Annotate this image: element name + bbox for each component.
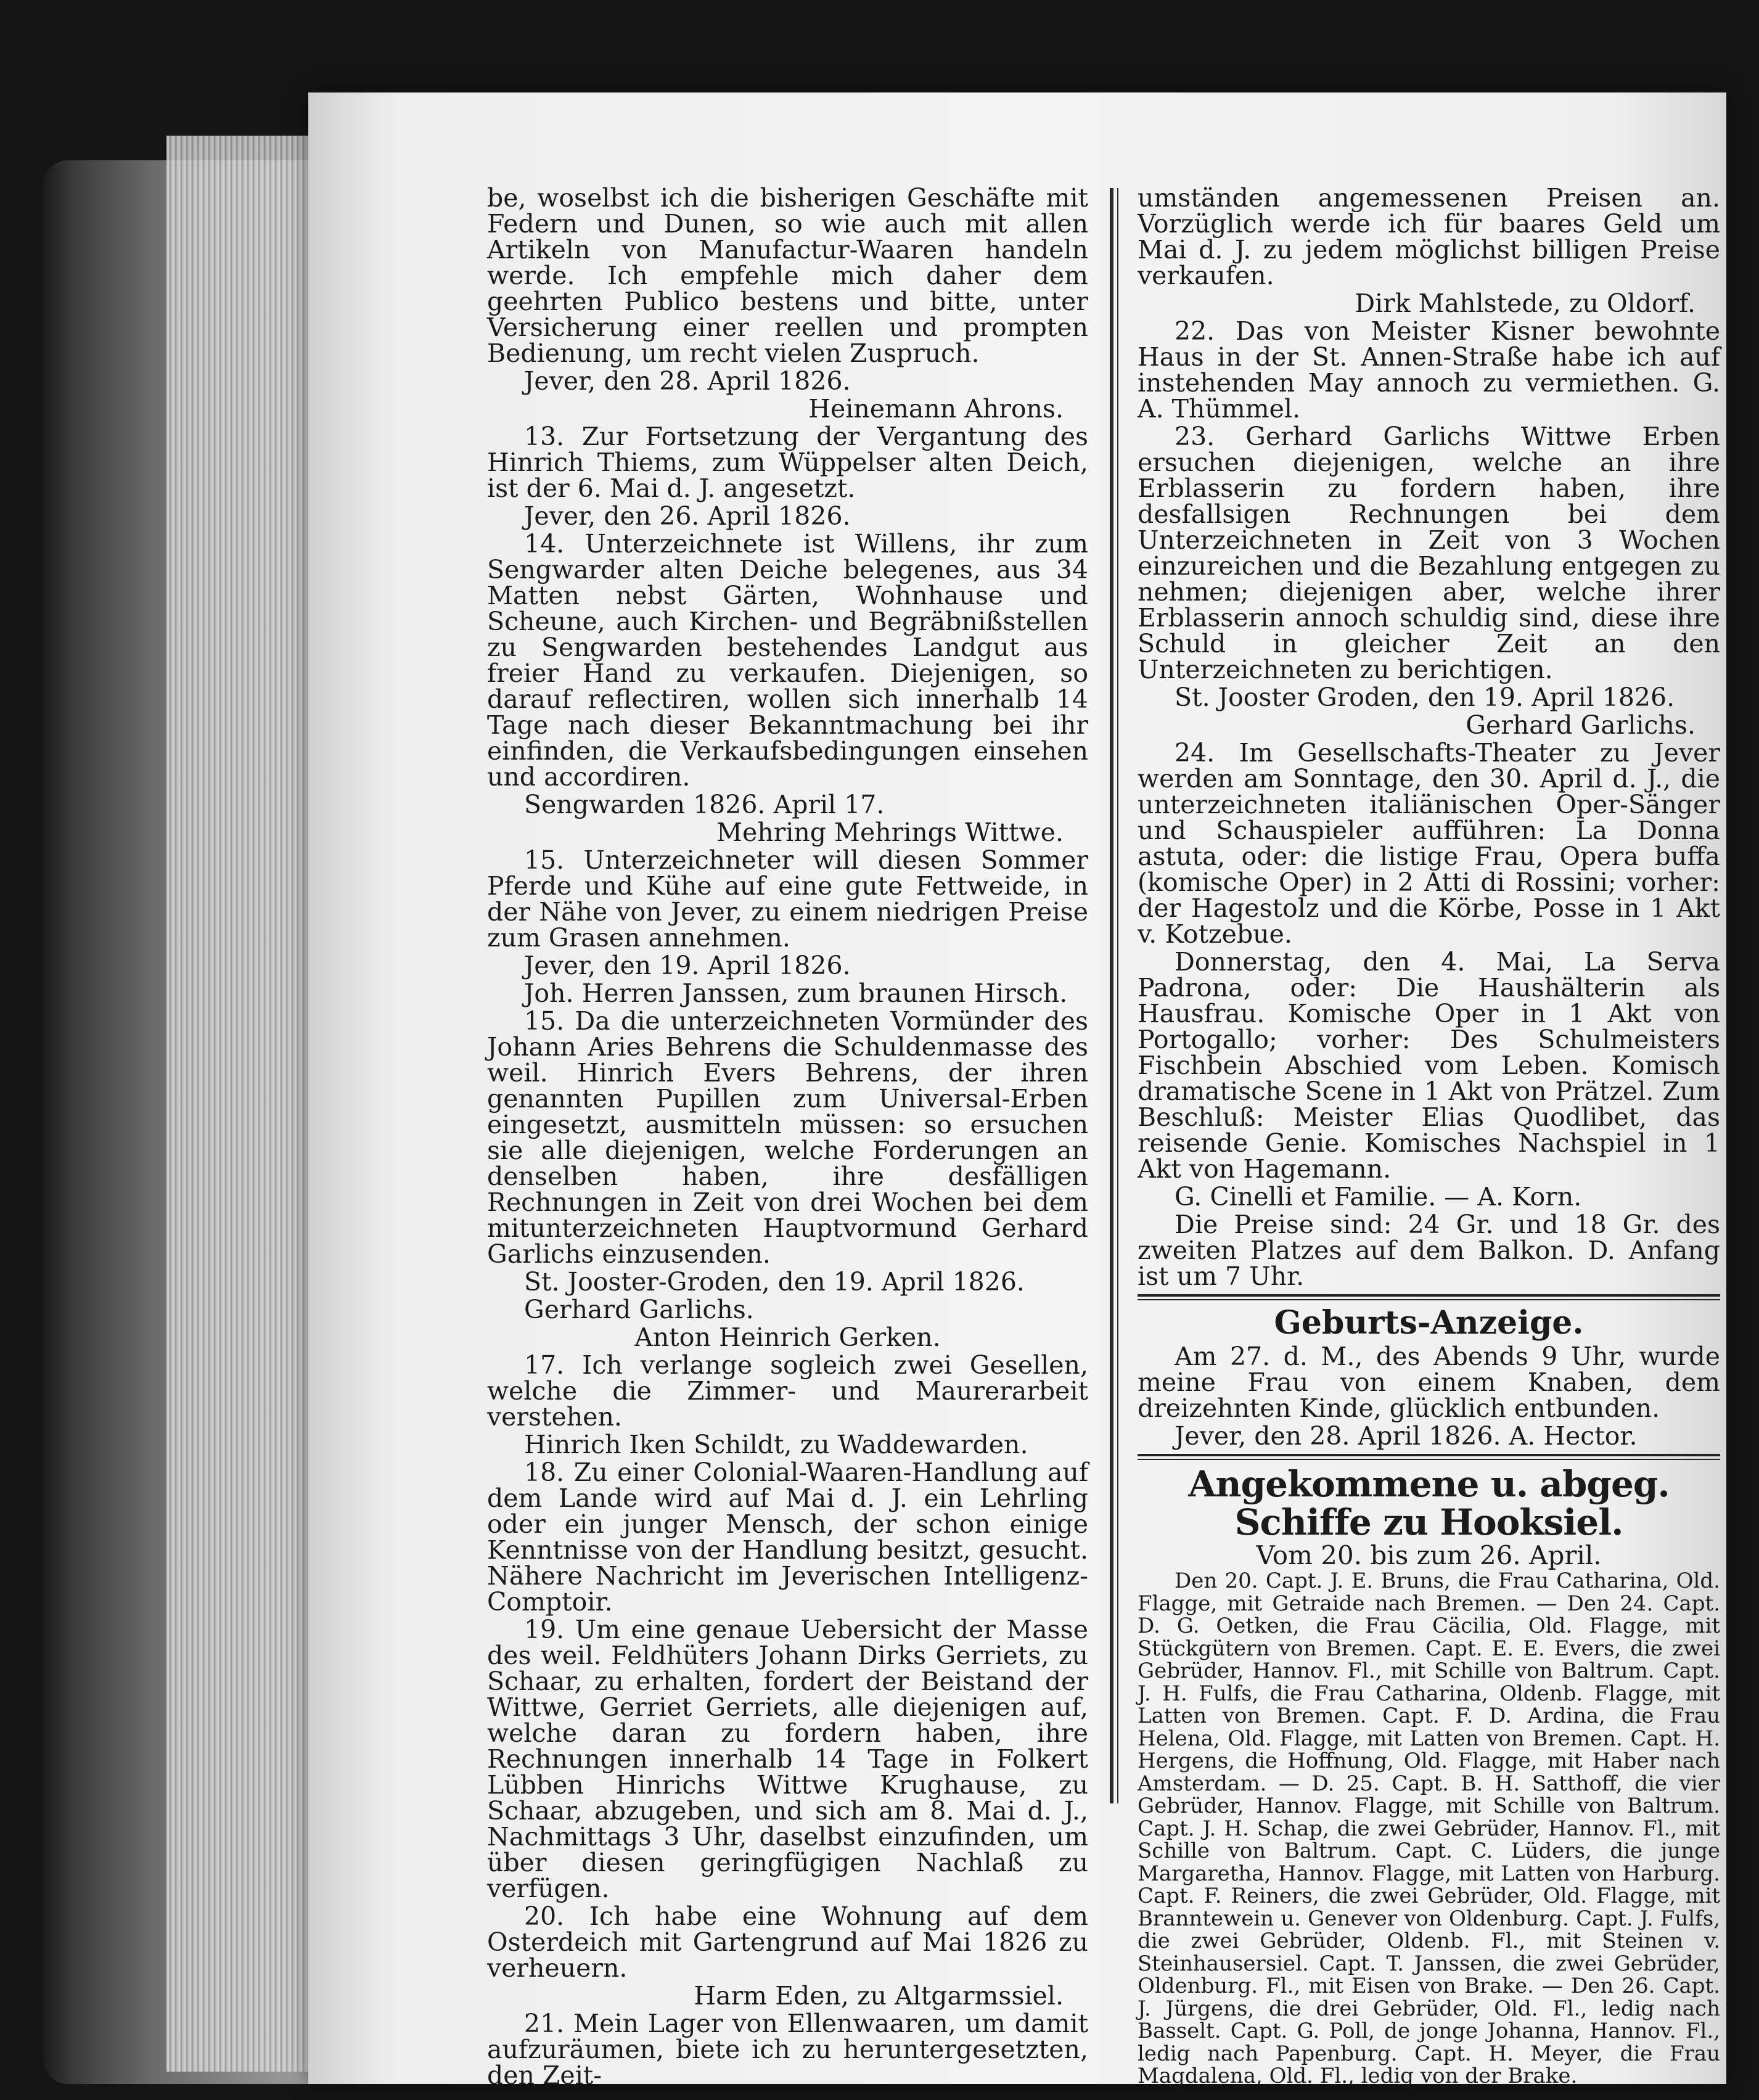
notice-paragraph: Gerhard Garlichs. xyxy=(1466,710,1695,740)
notice-paragraph: Sengwarden 1826. April 17. xyxy=(524,790,885,819)
notice-paragraph: Joh. Herren Janssen, zum braunen Hirsch. xyxy=(524,978,1068,1008)
notice-paragraph: 21. Mein Lager von Ellenwaaren, um damit aufzuräumen, biete ich zu heruntergesetzten, den Zeit- xyxy=(487,2009,1088,2090)
notice-paragraph: Jever, den 28. April 1826. A. Hector. xyxy=(1175,1421,1638,1451)
section-rule xyxy=(1138,1454,1720,1460)
right-column xyxy=(1138,185,1720,2088)
notice-paragraph: Hinrich Iken Schildt, zu Waddewarden. xyxy=(524,1430,1028,1459)
notice-paragraph: Jever, den 19. April 1826. xyxy=(524,951,851,980)
notice-paragraph: Am 27. d. M., des Abends 9 Uhr, wurde meine Frau von einem Knaben, dem dreizehnten Kinde, glücklich entbunden. xyxy=(1138,1342,1720,1423)
notice-paragraph: 18. Zu einer Colonial-Waaren-Handlung auf dem Lande wird auf Mai d. J. ein Lehrling oder ein junger Mensch, der schon einige Kenntnisse von der Handlung besitzt, gesucht. Nähere Nachricht im Jeverischen Intelligenz-Comptoir. xyxy=(487,1458,1088,1617)
notice-paragraph: Gerhard Garlichs. xyxy=(524,1295,754,1324)
page-edges xyxy=(166,136,327,2072)
notice-paragraph: 22. Das von Meister Kisner bewohnte Haus in der St. Annen-Straße habe ich auf instehenden May annoch zu vermiethen. G. A. Thümmel. xyxy=(1138,316,1720,424)
section-rule xyxy=(1138,1294,1720,1300)
ships-heading: Angekommene u. abgeg. Schiffe zu Hooksiel. xyxy=(1188,1463,1670,1543)
birth-announcement-heading: Geburts-Anzeige. xyxy=(1274,1304,1584,1342)
notice-paragraph: Donnerstag, den 4. Mai, La Serva Padrona, oder: Die Haushälterin als Hausfrau. Komische Oper in 1 Akt von Portogallo; vorher: Des Schulmeisters Fischbein Abschied vom Leben. Komisch dramatische Scene in 1 Akt von Prätzel. Zum Beschluß: Meister Elias Quodlibet, das reisende Genie. Komisches Nachspiel in 1 Akt von Hagemann. xyxy=(1138,947,1720,1184)
ships-list: Den 20. Capt. J. E. Bruns, die Frau Catharina, Old. Flagge, mit Getraide nach Bremen. — Den 24. Capt. D. G. Oetken, die Frau Cäcilia, Old. Flagge, mit Stückgütern von Bremen. Capt. E. E. Evers, die zwei Gebrüder, Hannov. Fl., mit Schille von Baltrum. Capt. J. H. Fulfs, die Frau Catharina, Oldenb. Flagge, mit Latten von Bremen. Capt. F. D. Ardina, die Frau Helena, Old. Flagge, mit Latten von Bremen. Capt. H. Hergens, die Hoffnung, Old. Flagge, mit Haber nach Amsterdam. — D. 25. Capt. B. H. Satthoff, die vier Gebrüder, Hannov. Flagge, mit Schille von Baltrum. Capt. J. H. Schap, die zwei Gebrüder, Hannov. Fl., mit Schille von Baltrum. Capt. C. Lüders, die junge Margaretha, Hannov. Flagge, mit Latten von Harburg. Capt. F. Reiners, die zwei Gebrüder, Old. Flagge, mit Branntewein u. Genever von Oldenburg. Capt. J. Fulfs, die zwei Gebrüder, Oldenb. Fl., mit Steinen v. Steinhausersiel. Capt. T. Janssen, die zwei Gebrüder, Oldenburg. Fl., mit Eisen von Brake. — Den 26. Capt. J. Jürgens, die drei Gebrüder, Old. Fl., ledig nach Basselt. Capt. G. Poll, de jonge Johanna, Hannov. Fl., ledig nach Papenburg. Capt. H. Meyer, die Frau Magdalena, Old. Fl., ledig von der Brake. xyxy=(1138,1569,1720,2088)
notice-paragraph: umständen angemessenen Preisen an. Vorzüglich werde ich für baares Geld um Mai d. J. zu jedem möglichst billigen Preise verkaufen. xyxy=(1138,183,1720,290)
notice-paragraph: Die Preise sind: 24 Gr. und 18 Gr. des zweiten Platzes auf dem Balkon. D. Anfang ist um 7 Uhr. xyxy=(1138,1210,1720,1291)
notice-paragraph: 19. Um eine genaue Uebersicht der Masse des weil. Feldhüters Johann Dirks Gerriets, zu Schaar, zu erhalten, fordert der Beistand der Wittwe, Gerriet Gerriets, alle diejenigen auf, welche daran zu fordern haben, ihre Rechnungen innerhalb 14 Tage in Folkert Lübben Hinrichs Wittwe Krughause, zu Schaar, abzugeben, und sich am 8. Mai d. J., Nachmittags 3 Uhr, daselbst einzufinden, um über diesen geringfügigen Nachlaß zu verfügen. xyxy=(487,1615,1088,1903)
notice-paragraph: 20. Ich habe eine Wohnung auf dem Osterdeich mit Gartengrund auf Mai 1826 zu verheuern. xyxy=(487,1901,1088,1983)
birth-announcement xyxy=(1138,1343,1720,1449)
notice-paragraph: be, woselbst ich die bisherigen Geschäfte mit Federn und Dunen, so wie auch mit allen Artikeln von Manufactur-Waaren handeln werde. Ich empfehle mich daher dem geehrten Publico bestens und bitte, unter Versicherung einer reellen und prompten Bedienung, um recht vielen Zuspruch. xyxy=(487,183,1088,368)
notice-paragraph: 15. Unterzeichneter will diesen Sommer Pferde und Kühe auf eine gute Fettweide, in der Nähe von Jever, zu einem niedrigen Preise zum Grasen annehmen. xyxy=(487,845,1088,953)
notice-paragraph: 13. Zur Fortsetzung der Vergantung des Hinrich Thiems, zum Wüppelser alten Deich, ist der 6. Mai d. J. angesetzt. xyxy=(487,422,1088,503)
notice-paragraph: 15. Da die unterzeichneten Vormünder des Johann Aries Behrens die Schuldenmasse des weil. Hinrich Evers Behrens, der ihren genannten Pupillen zum Universal-Erben eingesetzt, ausmitteln müssen: so ersuchen sie alle diejenigen, welche Forderungen an denselben haben, ihre desfälligen Rechnungen in Zeit von drei Wochen bei dem mitunterzeichneten Hauptvormund Gerhard Garlichs einzusenden. xyxy=(487,1006,1088,1269)
notice-paragraph: Dirk Mahlstede, zu Oldorf. xyxy=(1355,289,1695,318)
notice-paragraph: St. Jooster-Groden, den 19. April 1826. xyxy=(524,1267,1025,1297)
notice-paragraph: 14. Unterzeichnete ist Willens, ihr zum Sengwarder alten Deiche belegenes, aus 34 Matten nebst Gärten, Wohnhause und Scheune, auch Kirchen- und Begräbnißstellen zu Sengwarden bestehendes Landgut aus freier Hand zu verkaufen. Diejenigen, so darauf reflectiren, wollen sich innerhalb 14 Tage nach dieser Bekanntmachung bei ihr einfinden, die Verkaufsbedingungen einsehen und accordiren. xyxy=(487,529,1088,792)
right-column-notices xyxy=(1138,185,1720,1289)
notice-paragraph: 17. Ich verlange sogleich zwei Gesellen, welche die Zimmer- und Maurerarbeit verstehen. xyxy=(487,1350,1088,1432)
notice-paragraph: 23. Gerhard Garlichs Wittwe Erben ersuchen diejenigen, welche an ihre Erblasserin zu fordern haben, ihre desfallsigen Rechnungen bei dem Unterzeichneten in Zeit von 3 Wochen einzureichen und die Bezahlung entgegen zu nehmen; diejenigen aber, welche ihrer Erblasserin annoch schuldig sind, diese ihre Schuld in gleicher Zeit an den Unterzeichneten zu berichtigen. xyxy=(1138,422,1720,684)
ships-subheading: Vom 20. bis zum 26. April. xyxy=(1256,1540,1602,1570)
column-divider xyxy=(1110,188,1113,1803)
notice-paragraph: St. Jooster Groden, den 19. April 1826. xyxy=(1175,683,1675,712)
notice-paragraph: Jever, den 26. April 1826. xyxy=(524,501,851,531)
notice-paragraph: G. Cinelli et Familie. — A. Korn. xyxy=(1175,1182,1582,1212)
column-divider-thin xyxy=(1117,188,1118,1803)
left-column xyxy=(487,185,1088,2090)
notice-paragraph: Heinemann Ahrons. xyxy=(808,394,1064,424)
notice-paragraph: Harm Eden, zu Altgarmssiel. xyxy=(694,1981,1064,2011)
notice-paragraph: Mehring Mehrings Wittwe. xyxy=(716,818,1064,847)
notice-paragraph: 24. Im Gesellschafts-Theater zu Jever werden am Sonntage, den 30. April d. J., die unterzeichneten italiänischen Oper-Sänger und Schauspieler aufführen: La Donna astuta, oder: die listige Frau, Opera buffa (komische Oper) in 2 Atti di Rossini; vorher: der Hagestolz und die Körbe, Posse in 1 Akt v. Kotzebue. xyxy=(1138,738,1720,949)
notice-paragraph: Anton Heinrich Gerken. xyxy=(634,1323,941,1352)
notice-paragraph: Jever, den 28. April 1826. xyxy=(524,366,851,396)
